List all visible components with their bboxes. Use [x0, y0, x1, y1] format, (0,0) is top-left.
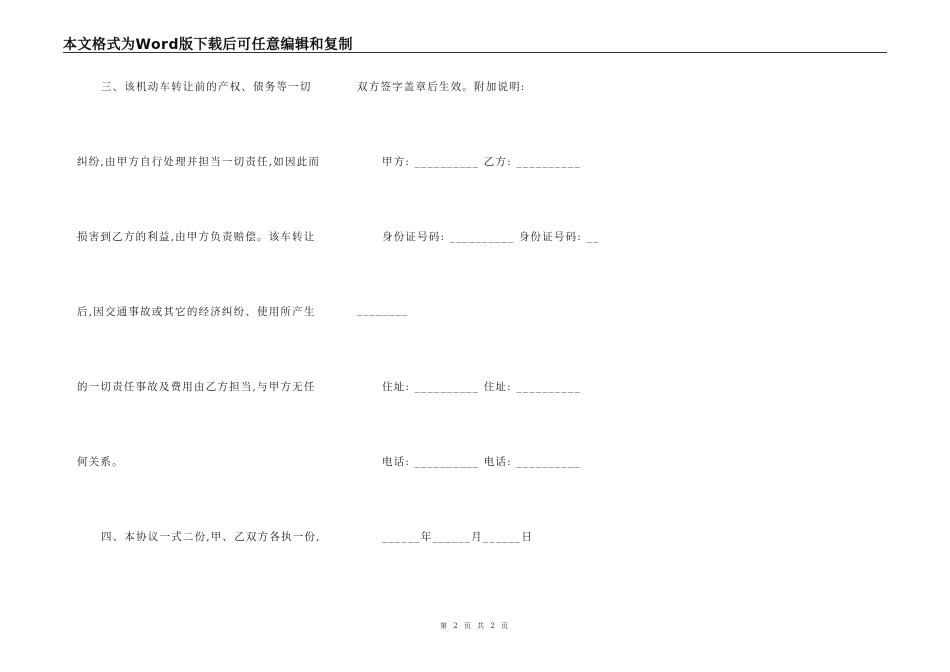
left-line-4: 后,因交通事故或其它的经济纠纷、使用所产生: [77, 306, 316, 318]
phone-line: 电话: __________ 电话: __________: [382, 456, 581, 468]
date-line: ______年______月______日: [382, 531, 534, 543]
left-line-1: 三、该机动车转让前的产权、债务等一切: [101, 81, 312, 93]
left-line-3: 损害到乙方的利益,由甲方负责赔偿。该车转让: [77, 231, 316, 243]
signature-party-line: 甲方: __________ 乙方: __________: [382, 156, 581, 168]
address-line: 住址: __________ 住址: __________: [382, 381, 581, 393]
left-line-2: 纠纷,由甲方自行处理并担当一切责任,如因此而: [77, 156, 321, 168]
document-header-title: 本文格式为Word版下载后可任意编辑和复制: [63, 37, 353, 53]
page-number-footer: 第 2 页 共 2 页: [439, 622, 511, 630]
left-line-5: 的一切责任事故及费用由乙方担当,与甲方无任: [77, 381, 316, 393]
left-line-6: 何关系。: [77, 456, 124, 468]
id-number-line: 身份证号码: __________ 身份证号码: __: [382, 231, 600, 243]
header-divider: [63, 52, 887, 53]
id-number-continuation: ________: [357, 304, 409, 316]
left-line-7: 四、本协议一式二份,甲、乙双方各执一份,: [101, 531, 321, 543]
right-line-1: 双方签字盖章后生效。附加说明:: [357, 81, 526, 93]
